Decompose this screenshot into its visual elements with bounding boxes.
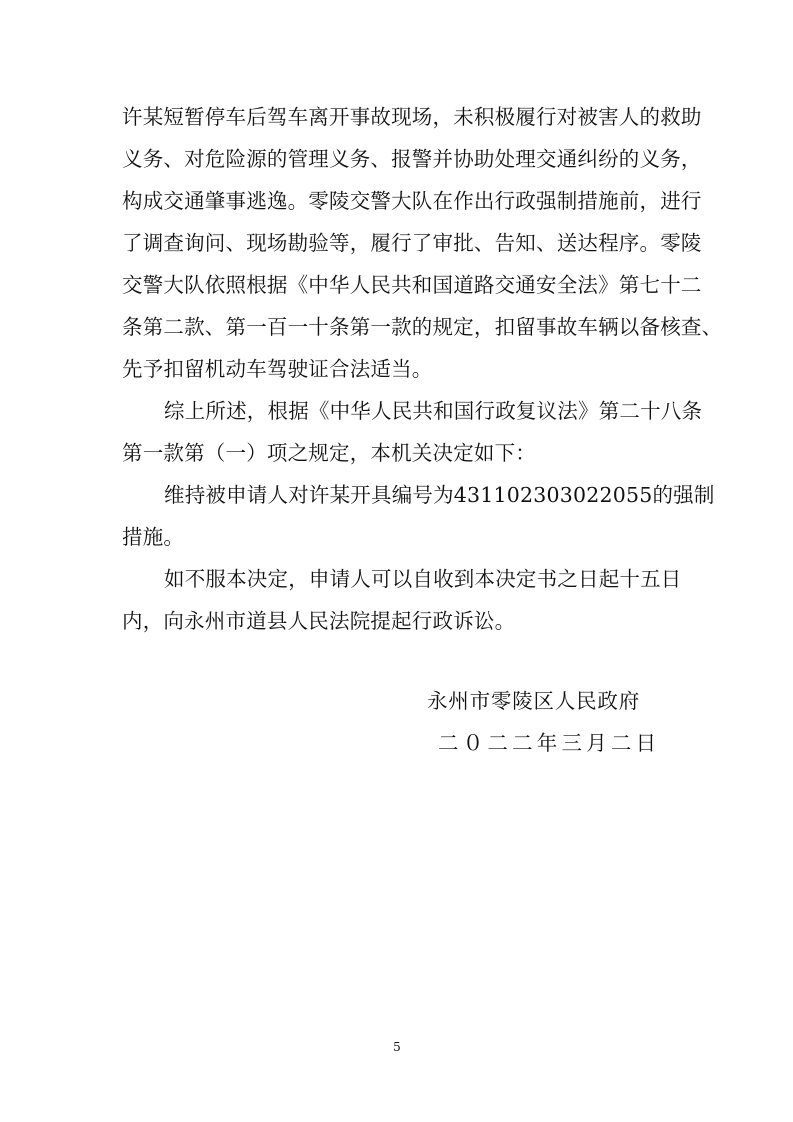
page-number: 5 xyxy=(393,1040,401,1054)
signature-organization: 永州市零陵区人民政府 xyxy=(427,689,640,713)
text-line: 构成交通肇事逃逸。零陵交警大队在作出行政强制措施前，进行 xyxy=(122,189,702,213)
text-line: 交警大队依照根据《中华人民共和国道路交通安全法》第七十二 xyxy=(122,273,702,297)
signature-date: 二０二二年三月二日 xyxy=(438,731,661,755)
text-line: 如不服本决定，申请人可以自收到本决定书之日起十五日 xyxy=(164,567,682,591)
text-line: 许某短暂停车后驾车离开事故现场，未积极履行对被害人的救助 xyxy=(122,105,702,129)
text-line: 措施。 xyxy=(122,525,185,549)
text-line: 条第二款、第一百一十条第一款的规定，扣留事故车辆以备核查、 xyxy=(122,315,723,339)
text-line: 维持被申请人对许某开具编号为431102303022055的强制 xyxy=(164,483,715,507)
text-line: 先予扣留机动车驾驶证合法适当。 xyxy=(122,357,433,381)
text-line: 综上所述，根据《中华人民共和国行政复议法》第二十八条 xyxy=(164,399,703,423)
text-line: 第一款第（一）项之规定，本机关决定如下： xyxy=(122,441,536,465)
text-line: 内，向永州市道县人民法院提起行政诉讼。 xyxy=(122,609,516,633)
text-line: 了调查询问、现场勘验等，履行了审批、告知、送达程序。零陵 xyxy=(122,231,702,255)
text-line: 义务、对危险源的管理义务、报警并协助处理交通纠纷的义务， xyxy=(122,147,702,171)
